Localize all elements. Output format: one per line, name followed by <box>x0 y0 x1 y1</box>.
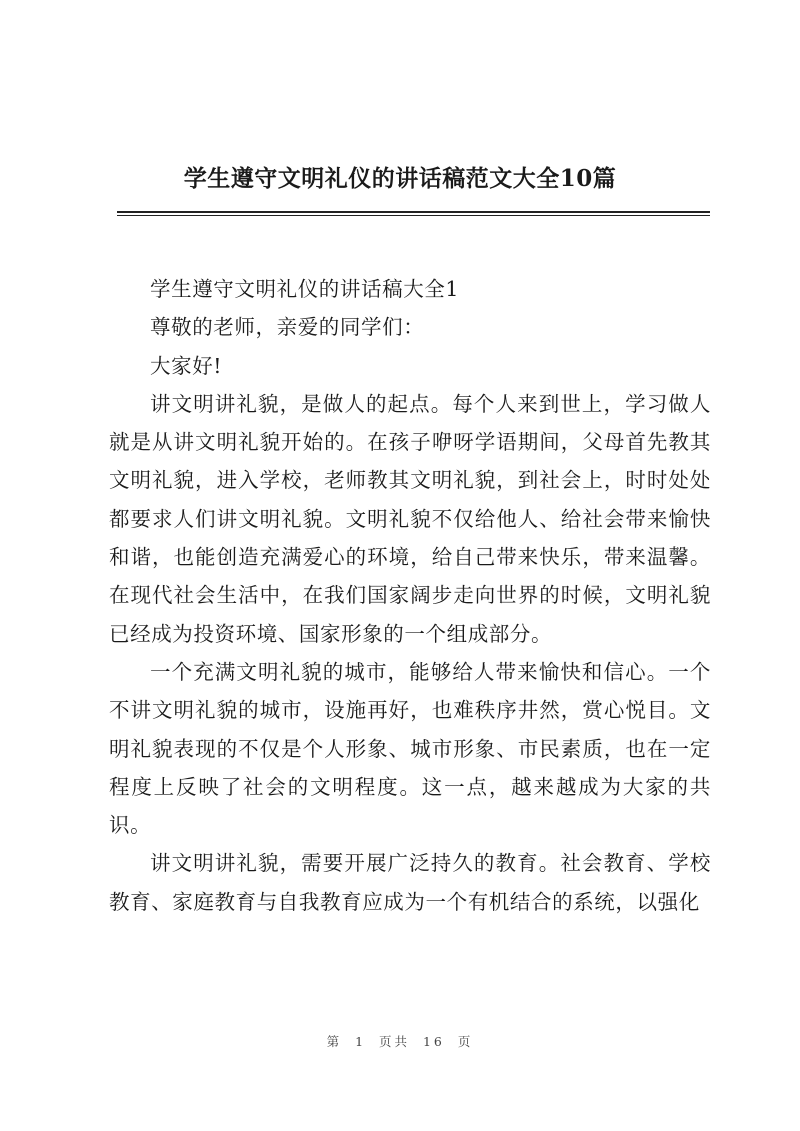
body-paragraph: 讲文明讲礼貌，是做人的起点。每个人来到世上，学习做人就是从讲文明礼貌开始的。在孩子咿呀学语期间，父母首先教其文明礼貌，进入学校，老师教其文明礼貌，到社会上，时时处处都要求人们讲文明礼貌。文明礼貌不仅给他人、给社会带来愉快和谐，也能创造充满爱心的环境，给自己带来快乐，带来温馨。在现代社会生活中，在我们国家阔步走向世界的时候，文明礼貌已经成为投资环境、国家形象的一个组成部分。 <box>109 391 711 646</box>
body-paragraph: 讲文明讲礼貌，需要开展广泛持久的教育。社会教育、学校教育、家庭教育与自我教育应成为一个有机结合的系统，以强化 <box>109 851 711 914</box>
title-divider-thin <box>117 215 710 216</box>
page-number: 第 1 页共 16 页 <box>326 1034 474 1049</box>
greeting: 大家好! <box>150 353 223 378</box>
salutation: 尊敬的老师，亲爱的同学们： <box>150 315 425 340</box>
title-divider <box>117 211 710 213</box>
document-body <box>109 270 711 921</box>
document-title: 学生遵守文明礼仪的讲话稿范文大全10篇 <box>183 165 617 192</box>
section-heading: 学生遵守文明礼仪的讲话稿大全1 <box>150 277 460 301</box>
body-paragraph: 一个充满文明礼貌的城市，能够给人带来愉快和信心。一个不讲文明礼貌的城市，设施再好，也难秩序井然，赏心悦目。文明礼貌表现的不仅是个人形象、城市形象、市民素质，也在一定程度上反映了社会的文明程度。这一点，越来越成为大家的共识。 <box>109 659 711 838</box>
